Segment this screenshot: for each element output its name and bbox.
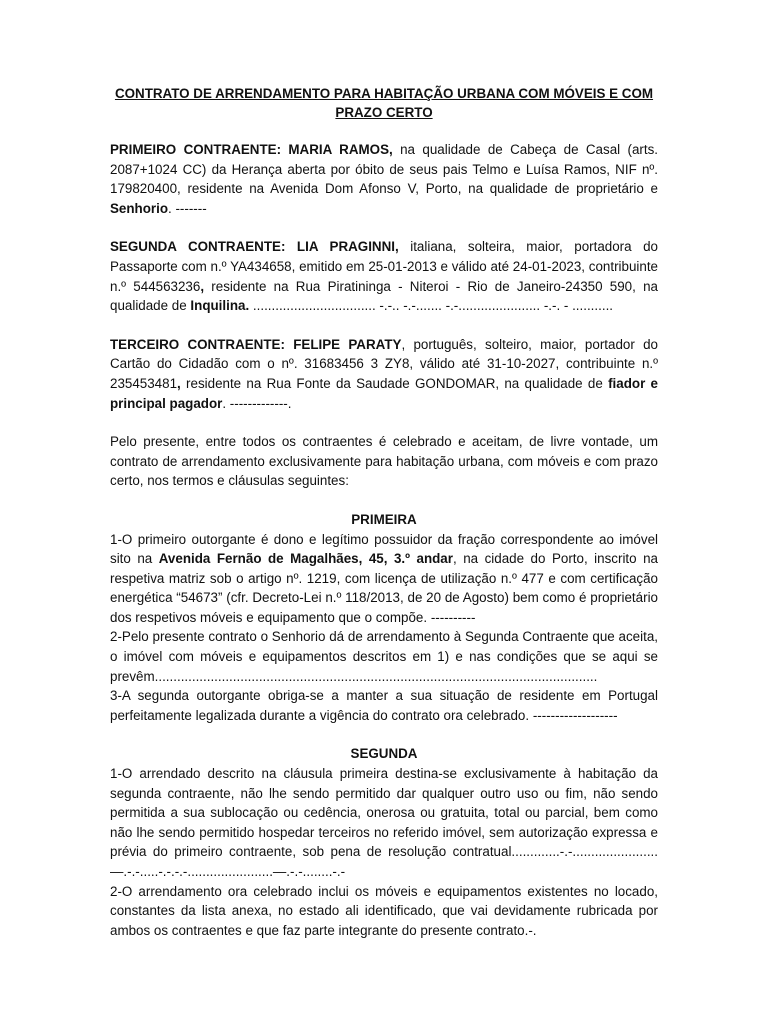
clause-segunda-heading: SEGUNDA [350,746,418,762]
document-title [110,84,658,122]
clause-primeira [110,510,658,726]
party-2-tail: ................................. -.-.. -.-....... -.-...................... -.-. - ........... [249,298,614,314]
party-1-role: Senhorio [110,200,169,216]
party-3-tail: . -------------. [222,395,292,411]
contract-document [110,84,658,959]
property-address: Avenida Fernão de Magalhães, 45, 3.º andar [158,551,453,567]
clause-segunda-item-1: 1-O arrendado descrito na cláusula primeira destina-se exclusivamente à habitação da segunda contraente, não lhe sendo permitido dar qualquer outro uso ou fim, não sendo permitida a sua sublocação ou cedência, onerosa ou gratuita, total ou parcial, bem como não lhe sendo permitido hospedar terceiros no referido imóvel, sem autorização expressa e prévia do primeiro contraente, sob pena de resolução contratual.............-.-.......................—.-.-.....-.-.-.-.......................—.-.-........-.- [110,766,658,879]
document-title-line-1: CONTRATO DE ARRENDAMENTO PARA HABITAÇÃO URBANA COM MÓVEIS E COM [114,86,654,101]
party-1-text: na qualidade de Cabeça de Casal (arts. 2087+1024 CC) da Herança aberta por óbito de seus pais Telmo e Luísa Ramos, NIF nº. 179820400, residente na Avenida Dom Afonso V, Porto, na qualidade de proprietário e [110,142,658,197]
intro-paragraph: Pelo presente, entre todos os contraentes é celebrado e aceitam, de livre vontade, um contrato de arrendamento exclusivamente para habitação urbana, com móveis e com prazo certo, nos termos e cláusulas seguintes: [110,434,658,489]
clause-primeira-heading: PRIMEIRA [351,511,417,527]
party-2-paragraph [110,237,658,315]
clause-segunda-item-2: 2-O arrendamento ora celebrado inclui os móveis e equipamentos existentes no locado, constantes da lista anexa, no estado ali identificado, que vai devidamente rubricada por ambos os contraentes e que faz parte integrante do presente contrato.-. [110,883,658,938]
clause-primeira-item-2: 2-Pelo presente contrato o Senhorio dá de arrendamento à Segunda Contraente que aceita, o imóvel com móveis e equipamentos descritos em 1) e nas condições que se aqui se prevêm....................................................................................................................... [110,629,658,684]
clause-primeira-item-3: 3-A segunda outorgante obriga-se a manter a sua situação de residente em Portugal perfeitamente legalizada durante a vigência do contrato ora celebrado. ------------------- [110,688,658,723]
party-2-text-1: italiana, solteira, maior, portadora do Passaporte com n.º YA434658, emitido em 25-01-2013 e válido até 24-01-2023, contribuinte n.º 544563236 [110,239,658,294]
party-2-label: SEGUNDA CONTRAENTE: LIA PRAGINNI, [110,239,399,255]
party-2-text-2: residente na Rua Piratininga - Niteroi - Rio de Janeiro-24350 590, na qualidade de [110,278,658,314]
party-3-text-1: , português, solteiro, maior, portador do Cartão do Cidadão com o nº. 31683456 3 ZY8, válido até 31-10-2027, contribuinte n.º 235453481 [110,336,658,391]
party-2-role: Inquilina. [190,298,250,314]
party-3-role: fiador e principal pagador [110,375,659,411]
clause-segunda [110,744,658,940]
clause-primeira-item-1 [110,530,658,628]
clause-primeira-item-1-text-b: , na cidade do Porto, inscrito na respetiva matriz sob o artigo nº. 1219, com licença de utilização n.º 477 e com certificação energética “54673” (cfr. Decreto-Lei n.º 118/2013, de 20 de Agosto) bem como é proprietário dos respetivos móveis e equipamento que o compõe. ---------- [110,551,658,625]
party-1-label: PRIMEIRO CONTRAENTE: MARIA RAMOS, [110,142,393,157]
clause-primeira-item-1-text-a: 1-O primeiro outorgante é dono e legítimo possuidor da fração correspondente ao imóvel sito na [110,531,658,567]
party-3-label: TERCEIRO CONTRAENTE: FELIPE PARATY [110,336,402,352]
party-3-bold-comma: , [177,375,181,391]
party-2-bold-comma: , [200,278,205,294]
party-1-paragraph [110,140,658,218]
party-3-text-2: residente na Rua Fonte da Saudade GONDOMAR, na qualidade de [180,375,609,391]
party-1-tail: . ------- [168,200,207,216]
party-3-paragraph [110,335,658,413]
document-title-line-2: PRAZO CERTO [335,105,433,120]
